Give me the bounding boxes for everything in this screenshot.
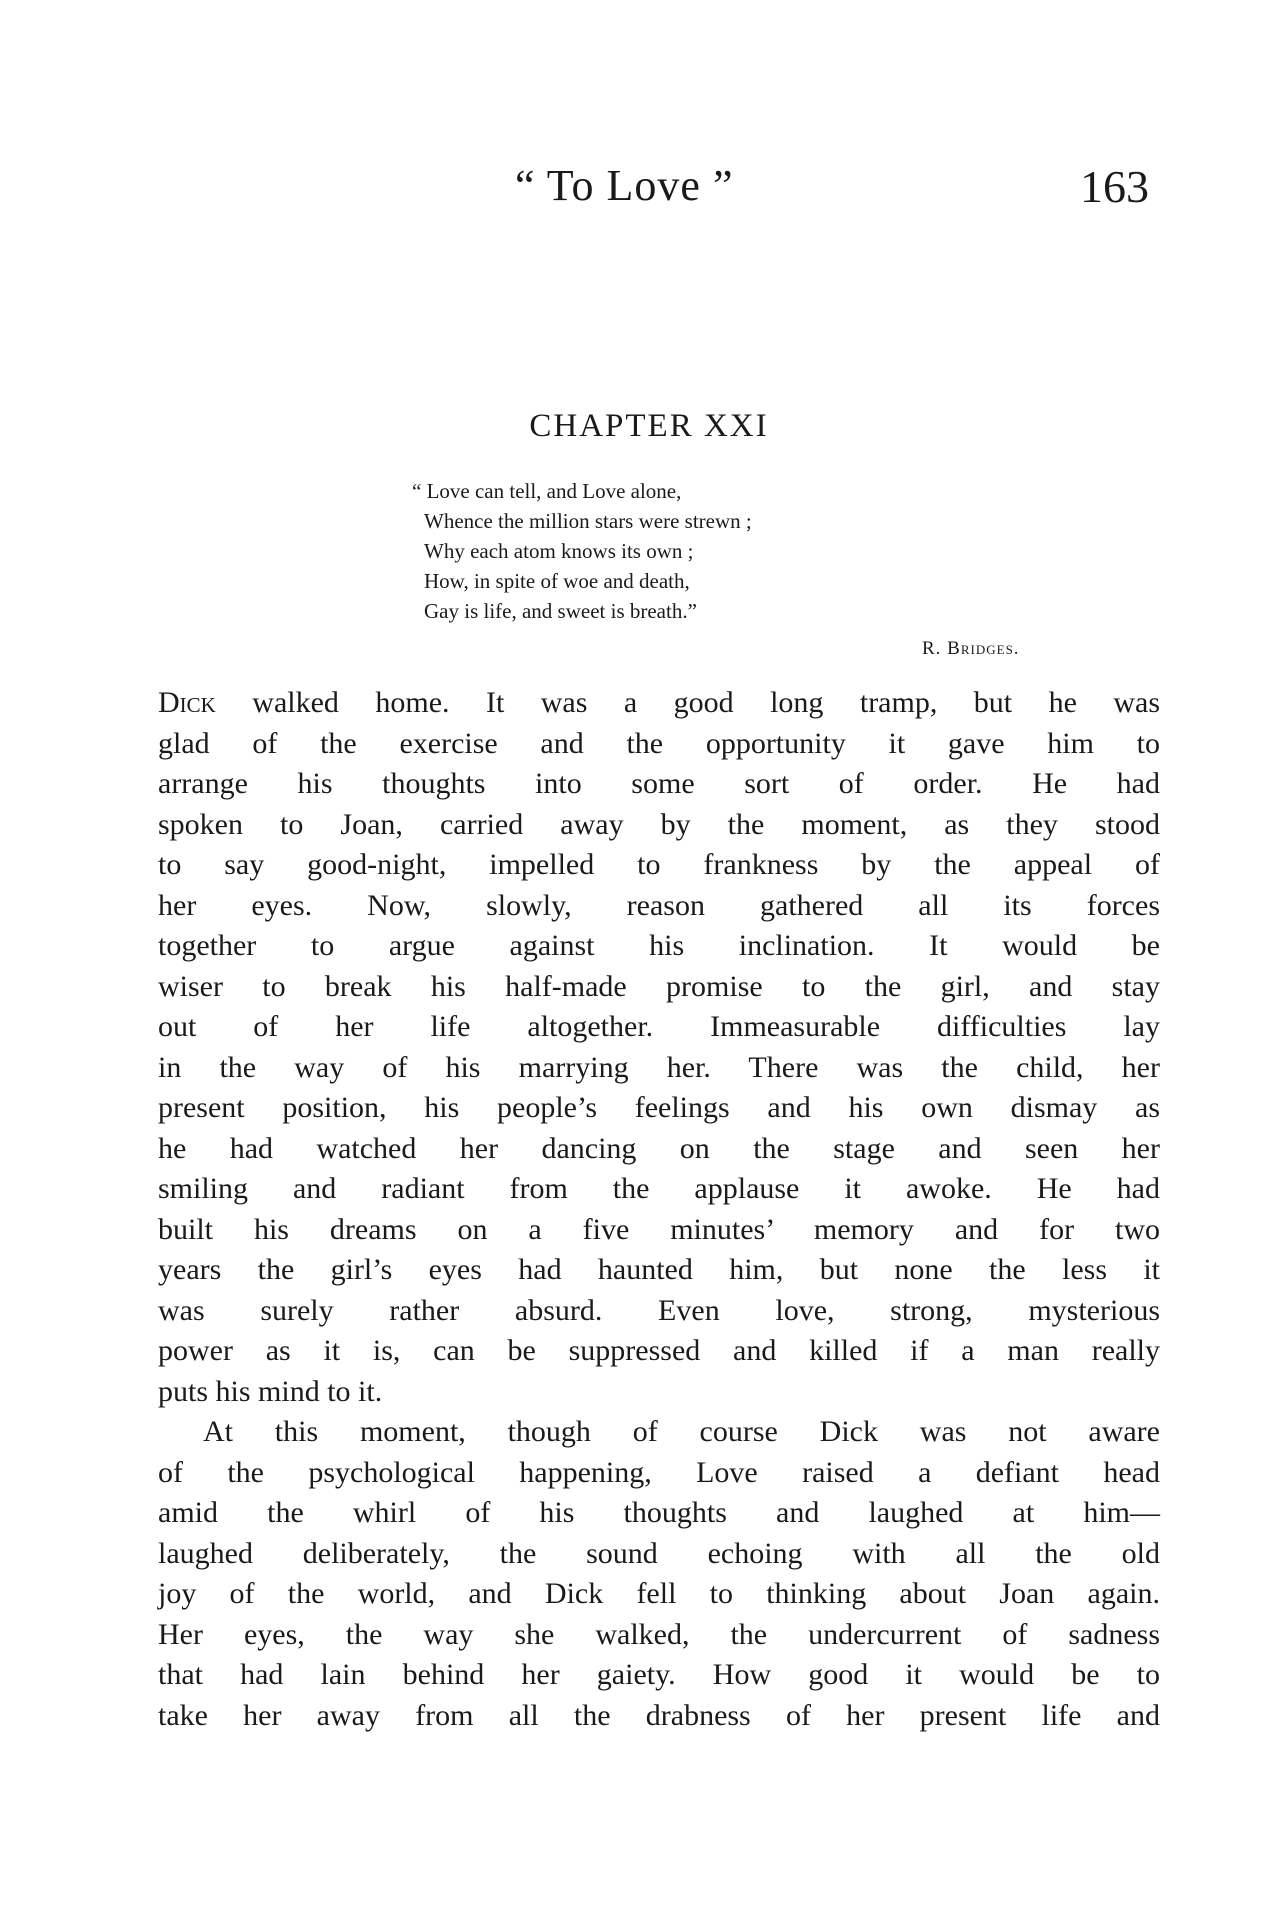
paragraph-line: puts his mind to it.: [158, 1374, 383, 1408]
paragraph-line: laughed deliberately, the sound echoing with all the old: [158, 1536, 1160, 1570]
epigraph-attribution: R. Bridges.: [922, 638, 1020, 659]
chapter-heading: CHAPTER XXI: [529, 408, 769, 444]
paragraph-line: Her eyes, the way she walked, the undercurrent of sadness: [158, 1617, 1160, 1651]
epigraph: [412, 476, 752, 626]
paragraph-1: [158, 683, 1160, 1412]
epigraph-line: Gay is life, and sweet is breath.”: [424, 599, 697, 623]
epigraph-line: How, in spite of woe and death,: [424, 569, 690, 593]
running-title: “ To Love ”: [515, 161, 734, 210]
paragraph-line: was surely rather absurd. Even love, strong, mysterious: [158, 1293, 1160, 1327]
paragraph-2: [158, 1412, 1160, 1736]
epigraph-line: “ Love can tell, and Love alone,: [412, 479, 682, 503]
paragraph-line: to say good-night, impelled to frankness by the appeal of: [158, 848, 1160, 881]
paragraph-line: power as it is, can be suppressed and killed if a man really: [158, 1334, 1160, 1367]
paragraph-line: he had watched her dancing on the stage and seen her: [158, 1131, 1160, 1165]
paragraph-line: that had lain behind her gaiety. How good it would be to: [158, 1658, 1160, 1691]
paragraph-line: amid the whirl of his thoughts and laughed at him—: [158, 1496, 1160, 1529]
epigraph-line: Whence the million stars were strewn ;: [424, 509, 752, 533]
page-number: 163: [1080, 161, 1149, 212]
paragraph-line: [158, 683, 1160, 724]
paragraph-line: arrange his thoughts into some sort of order. He had: [158, 767, 1160, 800]
paragraph-line: together to argue against his inclination. It would be: [158, 929, 1160, 962]
paragraph-line: take her away from all the drabness of her present life and: [158, 1698, 1160, 1732]
paragraph-line: joy of the world, and Dick fell to thinking about Joan again.: [158, 1577, 1160, 1610]
paragraph-line: out of her life altogether. Immeasurable difficulties lay: [158, 1010, 1160, 1043]
paragraph-line: of the psychological happening, Love raised a defiant head: [158, 1455, 1160, 1489]
paragraph-line: smiling and radiant from the applause it awoke. He had: [158, 1172, 1160, 1205]
paragraph-line: wiser to break his half-made promise to the girl, and stay: [158, 969, 1160, 1003]
paragraph-line-text: walked home. It was a good long tramp, but he was: [215, 686, 1160, 719]
paragraph-line: built his dreams on a five minutes’ memory and for two: [158, 1212, 1160, 1246]
paragraph-line: in the way of his marrying her. There was the child, her: [158, 1050, 1160, 1084]
paragraph-line: years the girl’s eyes had haunted him, but none the less it: [158, 1253, 1160, 1286]
paragraph-line: glad of the exercise and the opportunity it gave him to: [158, 726, 1160, 760]
opening-word: Dick: [158, 686, 216, 719]
paragraph-line: At this moment, though of course Dick was not aware: [203, 1415, 1160, 1448]
paragraph-line: present position, his people’s feelings and his own dismay as: [158, 1091, 1160, 1124]
paragraph-line: her eyes. Now, slowly, reason gathered all its forces: [158, 888, 1160, 922]
paragraph-line: spoken to Joan, carried away by the moment, as they stood: [158, 807, 1160, 841]
body-text: [158, 683, 1160, 1736]
epigraph-line: Why each atom knows its own ;: [424, 539, 694, 563]
running-head: [0, 160, 1268, 220]
